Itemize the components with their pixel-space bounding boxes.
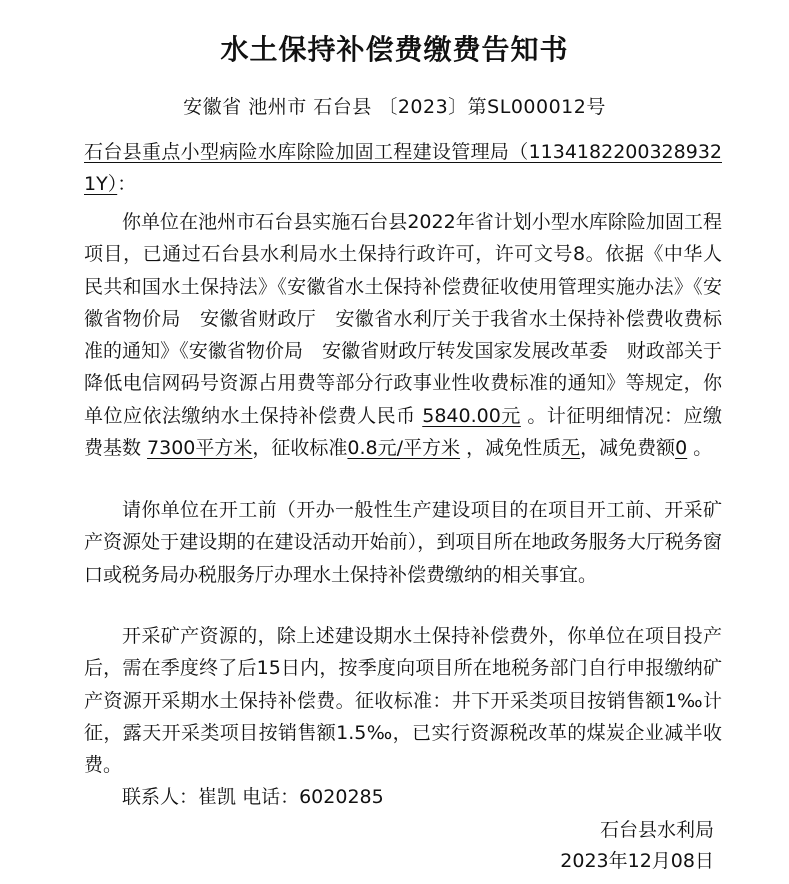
document-number <box>0 92 789 119</box>
p1-text-5: ，减免费额 <box>580 437 676 460</box>
addressee-colon: ： <box>117 173 137 196</box>
issue-date: 2023年12月08日 <box>560 850 714 872</box>
p1-text-6: 。 <box>687 437 713 460</box>
addressee <box>84 136 722 201</box>
contact-phone: 6020285 <box>299 786 384 808</box>
doc-county: 石台县 <box>313 96 372 118</box>
fee-amount: 5840.00元 <box>422 404 521 427</box>
paragraph-fee-notice <box>84 206 722 464</box>
contact-person-label: 联系人： <box>122 786 199 808</box>
doc-province: 安徽省 <box>183 96 242 118</box>
p3-text: 开采矿产资源的，除上述建设期水土保持补偿费外，你单位在项目投产后，需在季度终了后15日内，按季度向项目所在地税务部门自行申报缴纳矿产资源开采期水土保持补偿费。征收标准：井下开采类项目按销售额1‰计征，露天开采类项目按销售额1.5‰，已实行资源税改革的煤炭企业减半收费。 <box>84 625 722 777</box>
paragraph-mining-fees <box>84 620 722 781</box>
exemption-type: 无 <box>561 437 581 460</box>
doc-city: 池州市 <box>248 96 307 118</box>
p1-text-4: ，减免性质 <box>460 437 562 460</box>
doc-year: 〔2023〕 <box>378 96 468 118</box>
p1-text-3: ，征收标准 <box>252 437 348 460</box>
issuer-name: 石台县水利局 <box>599 819 714 841</box>
contact-person: 崔凯 <box>198 786 237 808</box>
p1-text-2: 。计征明细情况：应缴费基数 <box>84 404 722 460</box>
fee-base: 7300平方米 <box>147 437 253 460</box>
contact-line <box>84 781 722 813</box>
addressee-name: 石台县重点小型病险水库除险加固工程建设管理局（11341822003289321Y） <box>84 141 722 196</box>
p2-text: 请你单位在开工前（开办一般性生产建设项目的在项目开工前、开采矿产资源处于建设期的在建设活动开始前），到项目所在地政务服务大厅税务窗口或税务局办税服务厅办理水土保持补偿费缴纳的相关事宜。 <box>84 499 722 586</box>
p1-text-1: 你单位在池州市石台县实施石台县2022年省计划小型水库除险加固工程项目，已通过石台县水利局水土保持行政许可，许可文号8。依据《中华人民共和国水土保持法》《安徽省水土保持补偿费征收使用管理实施办法》《安徽省物价局 安徽省财政厅 安徽省水利厅关于我省水土保持补偿费收费标准的通知》《安徽省物价局 安徽省财政厅转发国家发展改革委 财政部关于降低电信网码号资源占用费等部分行政事业性收费标准的通知》等规定，你单位应依法缴纳水土保持补偿费人民币 <box>84 211 722 427</box>
contact-phone-label: 电话： <box>242 786 300 808</box>
document-title: 水土保持补偿费缴费告知书 <box>220 33 569 66</box>
paragraph-payment-instructions <box>84 494 722 591</box>
fee-rate: 0.8元/平方米 <box>347 437 461 460</box>
exemption-amount: 0 <box>675 437 688 460</box>
doc-serial: 第SL000012号 <box>467 96 606 118</box>
